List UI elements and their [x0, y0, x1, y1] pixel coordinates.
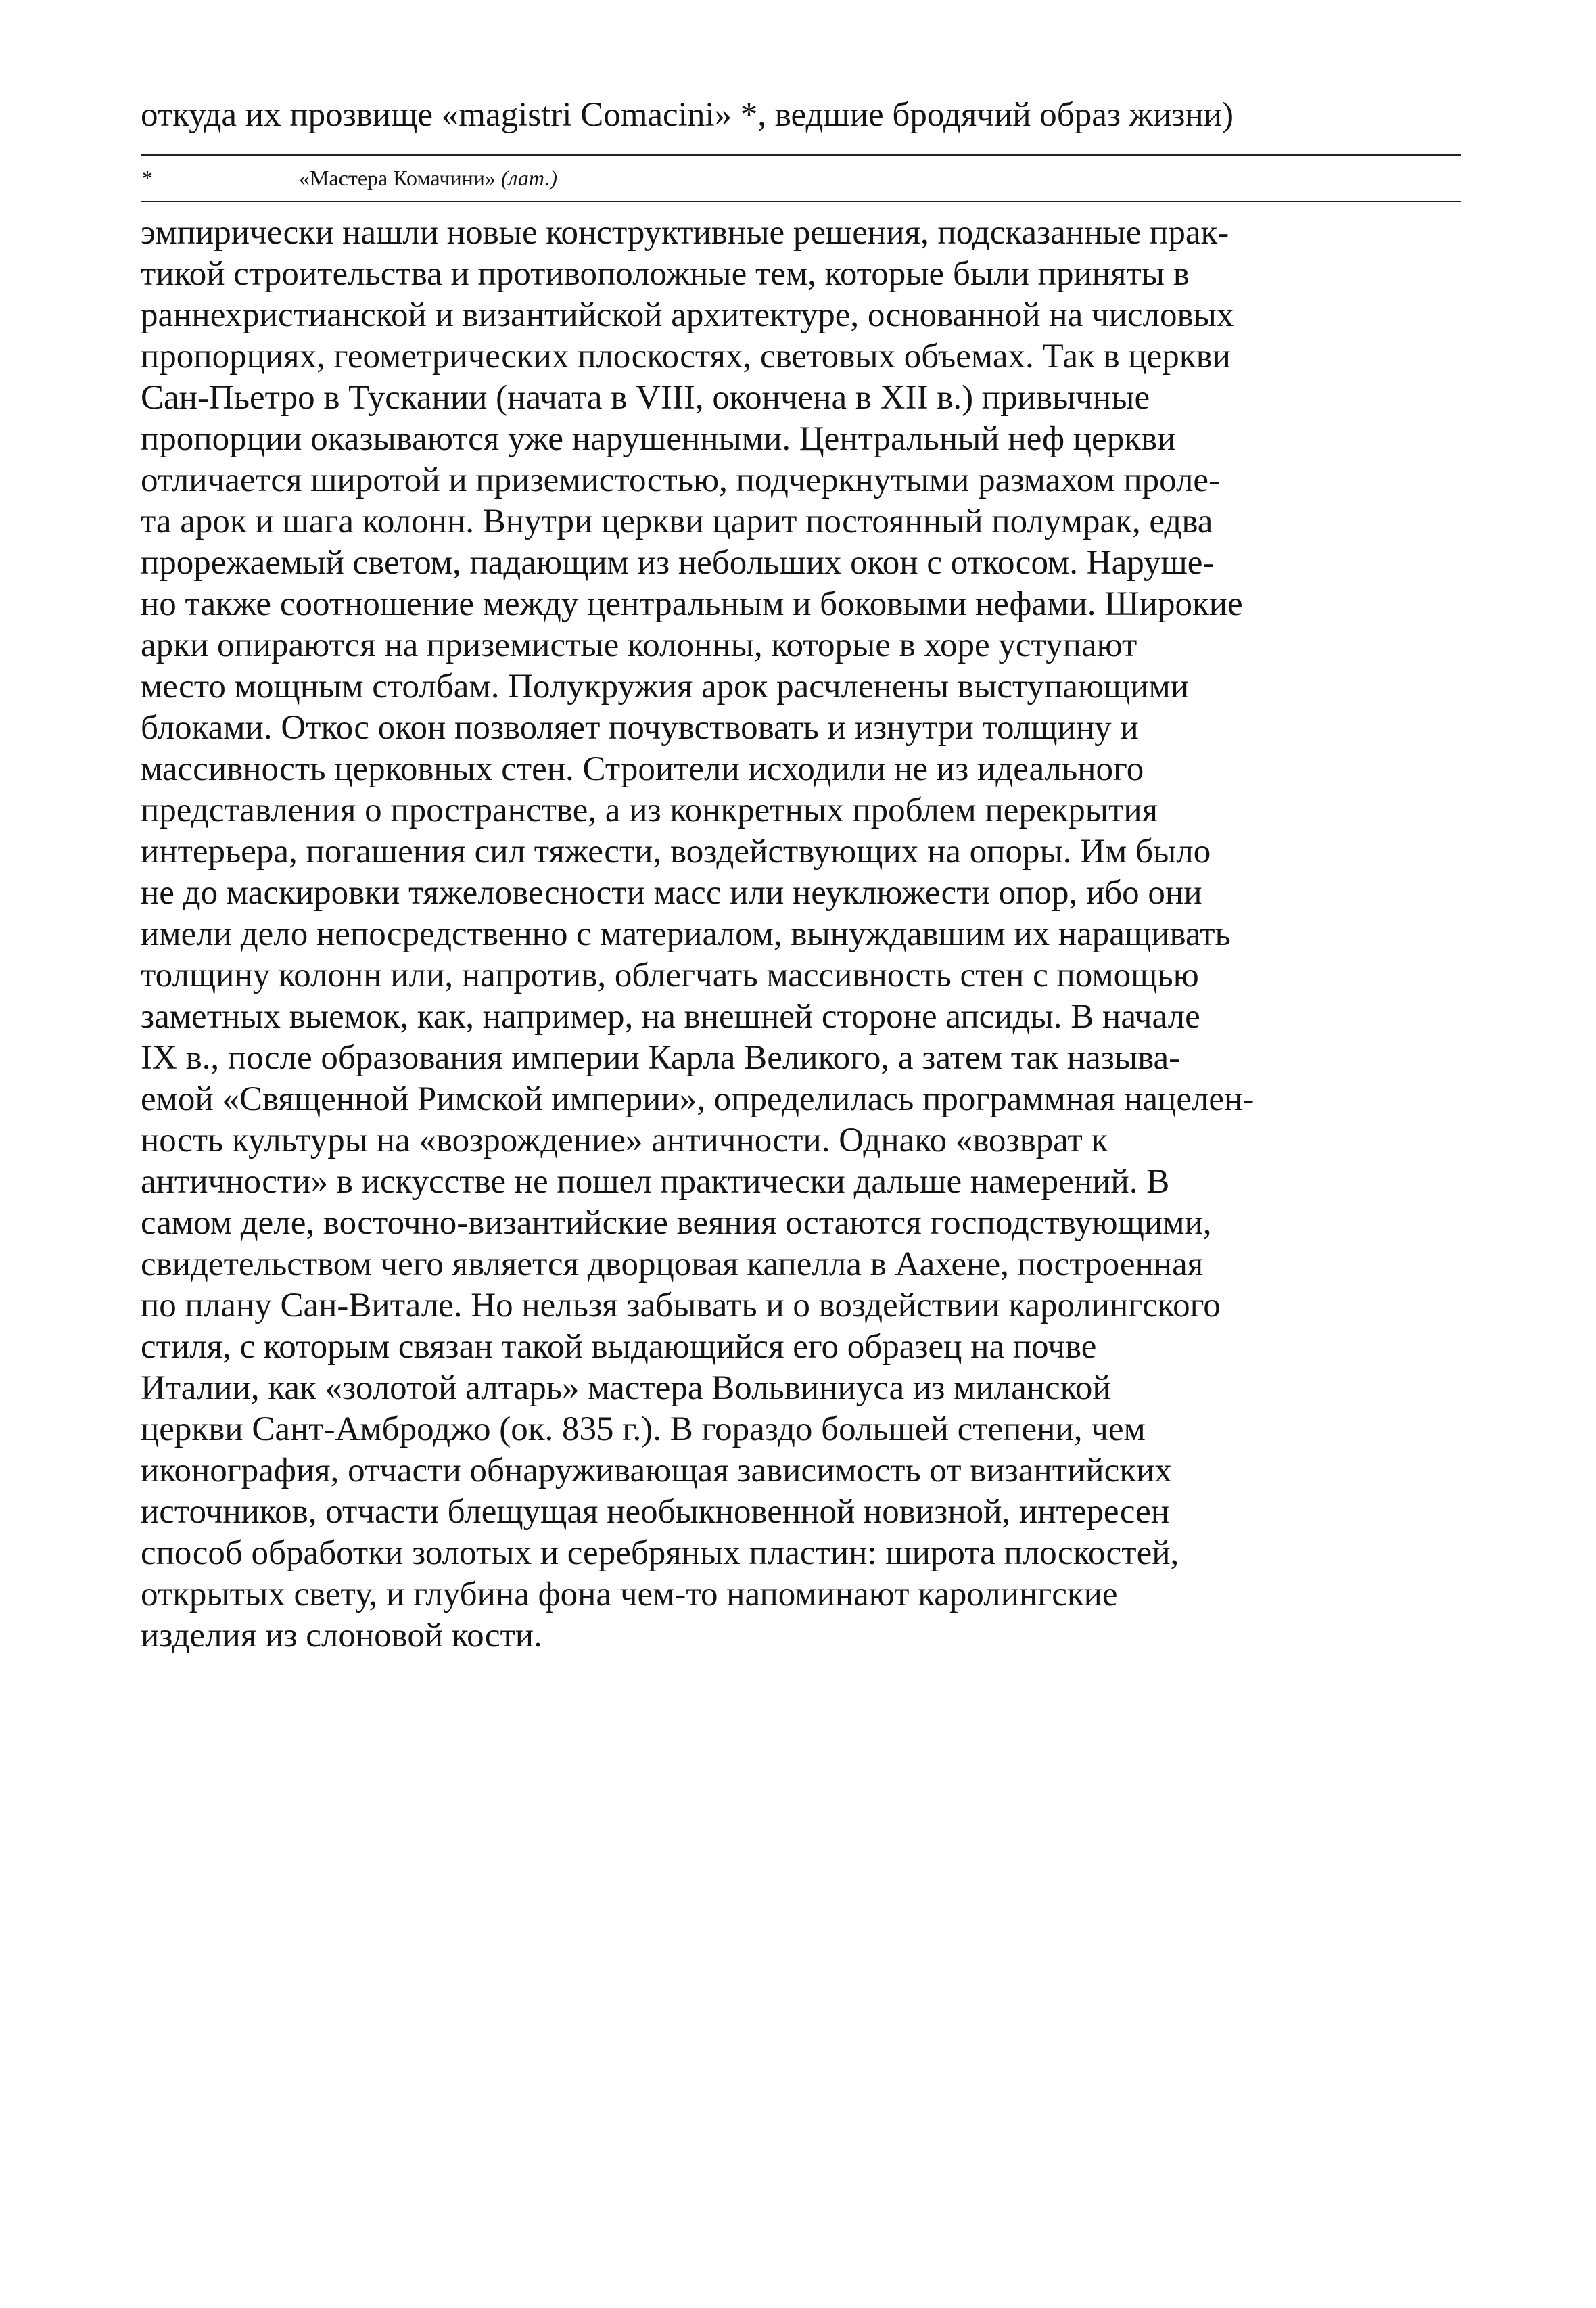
text-line: способ обработки золотых и серебряных пластин: широта плоскостей, — [141, 1534, 1179, 1572]
text-line: IX в., после образования империи Карла Великого, а затем так называ- — [141, 1039, 1181, 1077]
text-line: ность культуры на «возрождение» античности. Однако «возврат к — [141, 1122, 1108, 1159]
text-line: Италии, как «золотой алтарь» мастера Вольвиниуса из миланской — [141, 1369, 1111, 1407]
footnote-text — [299, 160, 557, 196]
text-line: по плану Сан-Витале. Но нельзя забывать и о воздействии каролингского — [141, 1287, 1221, 1324]
footnote-rule-bottom — [141, 201, 1461, 202]
header-text-line: откуда их прозвище «magistri Comacini» *, ведшие бродячий образ жизни) — [141, 96, 1234, 134]
text-line: прорежаемый светом, падающим из небольших окон с откосом. Наруше- — [141, 544, 1215, 582]
footnote-translation: «Мастера Комачини» — [299, 166, 496, 190]
text-line: емой «Священной Римской империи», определилась программная нацелен- — [141, 1080, 1254, 1118]
footnote-rule-top — [141, 154, 1461, 156]
text-line: пропорции оказываются уже нарушенными. Центральный неф церкви — [141, 420, 1176, 458]
text-line: представления о пространстве, а из конкретных проблем перекрытия — [141, 791, 1158, 829]
text-line: не до маскировки тяжеловесности масс или неуклюжести опор, ибо они — [141, 874, 1202, 912]
text-line: церкви Сант-Амброджо (ок. 835 г.). В гораздо большей степени, чем — [141, 1410, 1146, 1448]
text-line: изделия из слоновой кости. — [141, 1617, 542, 1655]
text-line: источников, отчасти блещущая необыкновенной новизной, интересен — [141, 1493, 1170, 1531]
text-line: пропорциях, геометрических плоскостях, световых объемах. Так в церкви — [141, 338, 1231, 375]
text-line: та арок и шага колонн. Внутри церкви царит постоянный полумрак, едва — [141, 503, 1213, 540]
main-paragraph — [141, 212, 1466, 1657]
text-line: тикой строительства и противоположные тем, которые были приняты в — [141, 255, 1190, 293]
text-line: блоками. Откос окон позволяет почувствовать и изнутри толщину и — [141, 709, 1139, 747]
text-line: массивность церковных стен. Строители исходили не из идеального — [141, 750, 1144, 788]
text-line: свидетельством чего является дворцовая капелла в Аахене, построенная — [141, 1245, 1204, 1283]
text-line: но также соотношение между центральным и боковыми нефами. Широкие — [141, 585, 1243, 623]
text-line: имели дело непосредственно с материалом, вынуждавшим их наращивать — [141, 915, 1231, 953]
text-line: эмпирически нашли новые конструктивные решения, подсказанные прак- — [141, 214, 1229, 252]
text-line: открытых свету, и глубина фона чем-то напоминают каролингские — [141, 1575, 1118, 1613]
footnote — [142, 160, 1427, 196]
text-line: раннехристианской и византийской архитектуре, основанной на числовых — [141, 296, 1234, 334]
text-line: самом деле, восточно-византийские веяния остаются господствующими, — [141, 1204, 1212, 1242]
text-line: арки опираются на приземистые колонны, которые в хоре уступают — [141, 626, 1137, 664]
text-line: отличается широтой и приземистостью, подчеркнутыми размахом проле- — [141, 461, 1221, 499]
text-line: толщину колонн или, напротив, облегчать массивность стен с помощью — [141, 956, 1199, 994]
text-line: античности» в искусстве не пошел практически дальше намерений. В — [141, 1163, 1170, 1201]
text-line: место мощным столбам. Полукружия арок расчленены выступающими — [141, 668, 1190, 706]
text-line: иконография, отчасти обнаруживающая зависимость от византийских — [141, 1452, 1172, 1490]
text-line: заметных выемок, как, например, на внешней стороне апсиды. В начале — [141, 998, 1200, 1036]
text-line: стиля, с которым связан такой выдающийся его образец на почве — [141, 1328, 1097, 1366]
footnote-language-note: (лат.) — [500, 166, 557, 190]
text-line: Сан-Пьетро в Тускании (начата в VIII, окончена в XII в.) привычные — [141, 379, 1150, 417]
text-line: интерьера, погашения сил тяжести, воздействующих на опоры. Им было — [141, 833, 1211, 871]
footnote-marker: * — [142, 166, 153, 190]
